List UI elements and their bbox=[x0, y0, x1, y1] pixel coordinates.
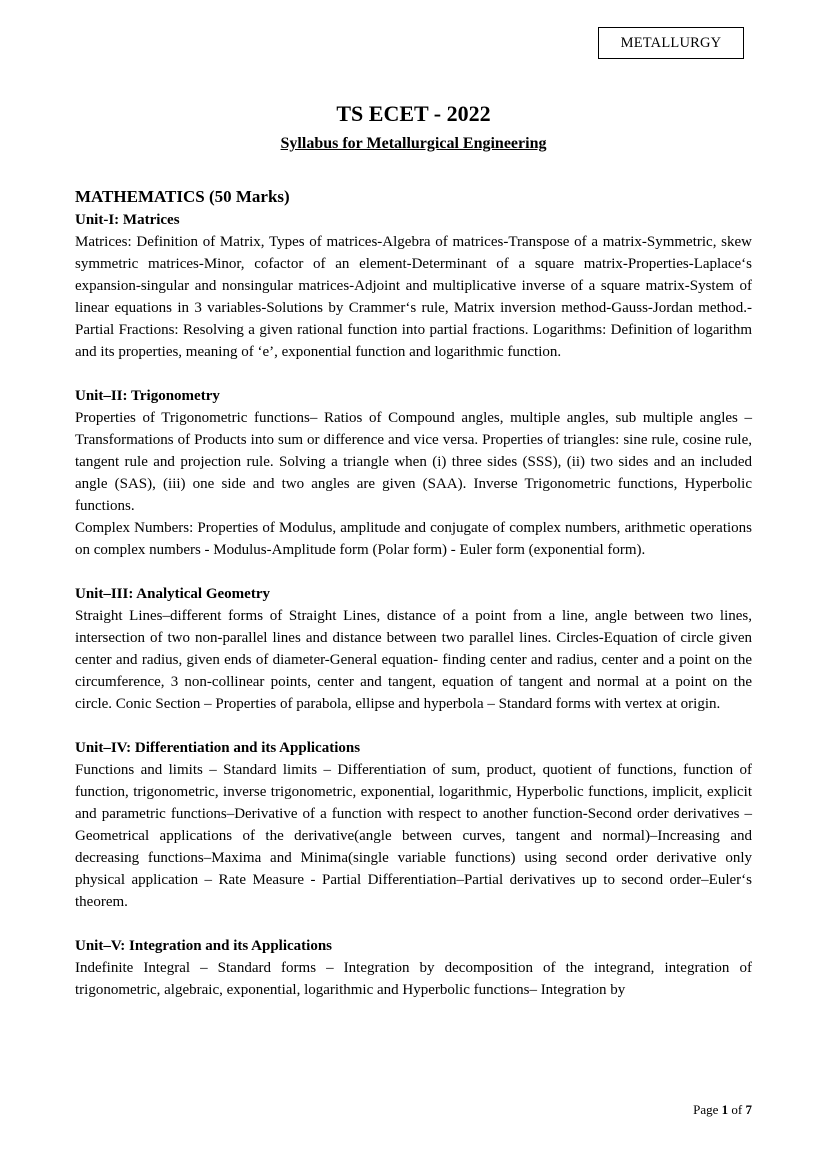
unit-title: Unit-I: Matrices bbox=[75, 212, 180, 228]
of-label: of bbox=[731, 1102, 743, 1117]
unit-title: Unit–V: Integration and its Applications bbox=[75, 938, 332, 954]
page-label: Page bbox=[693, 1102, 719, 1117]
page-title: TS ECET - 2022 bbox=[336, 101, 491, 126]
unit-block bbox=[75, 935, 752, 1001]
branch-tag-label: METALLURGY bbox=[620, 34, 722, 51]
unit-paragraph: Indefinite Integral – Standard forms – Integration by decomposition of the integrand, integration of trigonometric, algebraic, exponential, logarithmic and Hyperbolic functions– Integration by bbox=[75, 960, 752, 998]
unit-block bbox=[75, 385, 752, 561]
unit-block bbox=[75, 209, 752, 363]
unit-paragraph: Functions and limits – Standard limits – Differentiation of sum, product, quotient of functions, function of function, trigonometric, inverse trigonometric, exponential, logarithmic, Hyperbolic functions, implicit, explicit and parametric functions–Derivative of a function with respect to another function-Second order derivatives – Geometrical applications of the derivative(angle between curves, tangent and normal)–Increasing and decreasing functions–Maxima and Minima(single variable functions) using second order derivative only physical application – Rate Measure - Partial Differentiation–Partial derivatives up to second order–Euler‘s theorem. bbox=[75, 762, 752, 910]
unit-block bbox=[75, 737, 752, 913]
page-footer bbox=[693, 1102, 752, 1118]
total-pages: 7 bbox=[745, 1102, 752, 1117]
syllabus-content bbox=[75, 185, 752, 1023]
page-subtitle: Syllabus for Metallurgical Engineering bbox=[280, 135, 547, 152]
unit-paragraph: Matrices: Definition of Matrix, Types of matrices-Algebra of matrices-Transpose of a matrix-Symmetric, skew symmetric matrices-Minor, cofactor of an element-Determinant of a square matrix-Properties-Laplace‘s expansion-singular and nonsingular matrices-Adjoint and multiplicative inverse of a square matrix-System of linear equations in 3 variables-Solutions by Crammer‘s rule, Matrix inversion method-Gauss-Jordan method.-Partial Fractions: Resolving a given rational function into partial fractions. Logarithms: Definition of logarithm and its properties, meaning of ‘e’, exponential function and logarithmic function. bbox=[75, 234, 752, 360]
unit-paragraph: Complex Numbers: Properties of Modulus, amplitude and conjugate of complex numbers, arithmetic operations on complex numbers - Modulus-Amplitude form (Polar form) - Euler form (exponential form). bbox=[75, 520, 752, 558]
branch-tag bbox=[598, 27, 744, 59]
unit-paragraph: Straight Lines–different forms of Straight Lines, distance of a point from a line, angle between two lines, intersection of two non-parallel lines and distance between two parallel lines. Circles-Equation of circle given center and radius, given ends of diameter-General equation- finding center and radius, center and a point on the circumference, 3 non-collinear points, center and tangent, equation of tangent and normal at a point on the circle. Conic Section – Properties of parabola, ellipse and hyperbola – Standard forms with vertex at origin. bbox=[75, 608, 752, 712]
unit-title: Unit–IV: Differentiation and its Applications bbox=[75, 740, 361, 756]
unit-block bbox=[75, 583, 752, 715]
unit-title: Unit–III: Analytical Geometry bbox=[75, 586, 270, 602]
unit-paragraph: Properties of Trigonometric functions– Ratios of Compound angles, multiple angles, sub multiple angles – Transformations of Products into sum or difference and vice versa. Properties of triangles: sine rule, cosine rule, tangent rule and projection rule. Solving a triangle when (i) three sides (SSS), (ii) two sides and an included angle (SAS), (iii) one side and two angles are given (SAA). Inverse Trigonometric functions, Hyperbolic functions. bbox=[75, 410, 752, 514]
page-number: 1 bbox=[721, 1102, 729, 1117]
unit-title: Unit–II: Trigonometry bbox=[75, 388, 220, 404]
section-title: MATHEMATICS (50 Marks) bbox=[75, 187, 290, 206]
